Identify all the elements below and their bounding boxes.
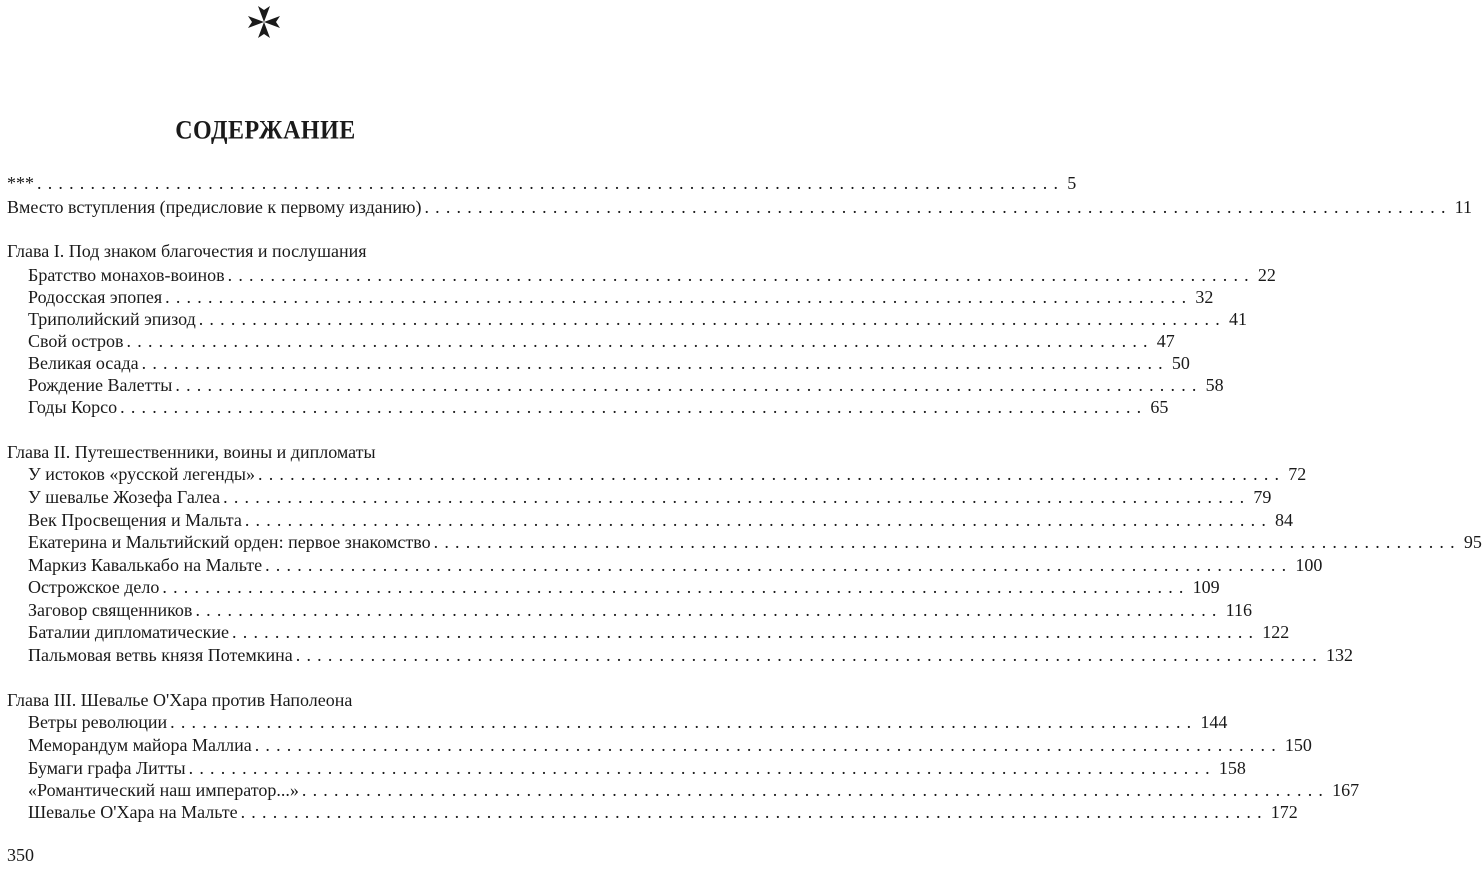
- chapter-heading[interactable]: Глава I. Под знаком благочестия и послушания: [7, 241, 367, 261]
- chapter-heading[interactable]: Глава III. Шевалье О'Хара против Наполеона: [7, 690, 353, 710]
- toc-entry-page: 172: [1270, 802, 1298, 822]
- toc-entry-title: ***: [7, 173, 34, 193]
- leader-dots: ................................................................................................: [223, 487, 1251, 507]
- page-number: 350: [7, 845, 34, 865]
- leader-dots: ................................................................................................: [433, 532, 1461, 552]
- leader-dots: ................................................................................................: [37, 173, 1065, 193]
- toc-entry-title: Екатерина и Мальтийский орден: первое знакомство: [28, 532, 431, 552]
- toc-entry-title: Острожское дело: [28, 577, 160, 597]
- toc-entry[interactable]: [28, 801, 1298, 823]
- leader-dots: ................................................................................................: [301, 780, 1330, 800]
- leader-dots: ................................................................................................: [141, 353, 1169, 373]
- toc-entry-title: «Романтический наш император...»: [28, 780, 299, 800]
- toc-entry-page: 150: [1284, 735, 1312, 755]
- toc-entry-page: 47: [1156, 331, 1175, 351]
- toc-entry-title: Свой остров: [28, 331, 124, 351]
- leader-dots: ................................................................................................: [198, 309, 1226, 329]
- leader-dots: ................................................................................................: [165, 287, 1193, 307]
- toc-entry-title: Век Просвещения и Мальта: [28, 510, 242, 530]
- toc-entry-title: Братство монахов-воинов: [28, 265, 225, 285]
- toc-entry-page: 79: [1253, 487, 1272, 507]
- leader-dots: ................................................................................................: [258, 464, 1286, 484]
- leader-dots: ................................................................................................: [295, 645, 1323, 665]
- toc-entry[interactable]: [28, 396, 1169, 418]
- toc-entry[interactable]: [28, 509, 1294, 531]
- leader-dots: ................................................................................................: [240, 802, 1268, 822]
- toc-entry-title: Триполийский эпизод: [28, 309, 196, 329]
- toc-entry-page: 5: [1067, 173, 1077, 193]
- toc-entry-title: Рождение Валетты: [28, 375, 173, 395]
- toc-entry-title: Баталии дипломатические: [28, 622, 230, 642]
- toc-entry[interactable]: [28, 308, 1247, 330]
- toc-entry-title: Великая осада: [28, 353, 139, 373]
- toc-entry-page: 109: [1192, 577, 1220, 597]
- leader-dots: ................................................................................................: [162, 577, 1190, 597]
- toc-entry[interactable]: [28, 352, 1190, 374]
- leader-dots: ................................................................................................: [227, 265, 1255, 285]
- toc-entry-title: У истоков «русской легенды»: [28, 464, 256, 484]
- toc-entry-page: 72: [1288, 464, 1307, 484]
- toc-entry-page: 158: [1218, 758, 1246, 778]
- toc-entry-title: Ветры революции: [28, 712, 168, 732]
- toc-entry-title: Маркиз Кавалькабо на Мальте: [28, 555, 263, 575]
- toc-entry[interactable]: [28, 576, 1220, 598]
- toc-entry-page: 132: [1325, 645, 1353, 665]
- toc-entry[interactable]: [28, 330, 1175, 352]
- leader-dots: ................................................................................................: [188, 758, 1216, 778]
- toc-entry-title: У шевалье Жозефа Галеа: [28, 487, 221, 507]
- toc-entry[interactable]: [7, 172, 1077, 194]
- toc-entry-title: Меморандум майора Маллиа: [28, 735, 252, 755]
- toc-entry-page: 50: [1171, 353, 1190, 373]
- toc-entry[interactable]: [28, 621, 1290, 643]
- toc-entry-title: Заговор священников: [28, 600, 193, 620]
- toc-entry[interactable]: [28, 463, 1307, 485]
- toc-entry-title: Годы Корсо: [28, 397, 118, 417]
- toc-entry-page: 116: [1225, 600, 1252, 620]
- toc-entry-page: 167: [1332, 780, 1360, 800]
- toc-entry-title: Родосская эпопея: [28, 287, 163, 307]
- toc-entry[interactable]: [28, 599, 1252, 621]
- toc-entry-page: 32: [1195, 287, 1214, 307]
- toc-entry-page: 100: [1295, 555, 1323, 575]
- toc-entry-page: 122: [1262, 622, 1290, 642]
- leader-dots: ................................................................................................: [265, 555, 1293, 575]
- toc-entry[interactable]: [28, 711, 1228, 733]
- leader-dots: ................................................................................................: [120, 397, 1148, 417]
- toc-entry[interactable]: [28, 531, 1482, 553]
- leader-dots: ................................................................................................: [254, 735, 1282, 755]
- toc-entry[interactable]: [28, 554, 1323, 576]
- leader-dots: ................................................................................................: [170, 712, 1198, 732]
- leader-dots: ................................................................................................: [175, 375, 1203, 395]
- leader-dots: ................................................................................................: [424, 197, 1452, 217]
- toc-entry-page: 41: [1228, 309, 1247, 329]
- chapter-heading[interactable]: Глава II. Путешественники, воины и дипломаты: [7, 442, 376, 462]
- leader-dots: ................................................................................................: [195, 600, 1223, 620]
- leader-dots: ................................................................................................: [126, 331, 1154, 351]
- toc-entry[interactable]: [28, 779, 1360, 801]
- toc-entry-title: Шевалье О'Хара на Мальте: [28, 802, 238, 822]
- toc-entry-page: 11: [1454, 197, 1472, 217]
- toc-entry-page: 84: [1275, 510, 1294, 530]
- toc-entry-page: 22: [1257, 265, 1276, 285]
- toc-entry[interactable]: [28, 374, 1224, 396]
- toc-entry[interactable]: [28, 264, 1276, 286]
- toc-entry-page: 144: [1200, 712, 1228, 732]
- toc-entry[interactable]: [28, 757, 1246, 779]
- toc-entry[interactable]: [7, 196, 1472, 218]
- toc-entry-page: 95: [1463, 532, 1482, 552]
- toc-entry-title: Вместо вступления (предисловие к первому изданию): [7, 197, 422, 217]
- toc-entry[interactable]: [28, 286, 1214, 308]
- leader-dots: ................................................................................................: [244, 510, 1273, 530]
- toc-entry[interactable]: [28, 644, 1353, 666]
- page-title: СОДЕРЖАНИЕ: [175, 116, 356, 145]
- toc-entry[interactable]: [28, 486, 1272, 508]
- toc-entry-title: Бумаги графа Литты: [28, 758, 186, 778]
- toc-entry-title: Пальмовая ветвь князя Потемкина: [28, 645, 293, 665]
- toc-entry[interactable]: [28, 734, 1312, 756]
- toc-entry-page: 58: [1205, 375, 1224, 395]
- maltese-cross-icon: [244, 2, 284, 42]
- toc-entry-page: 65: [1150, 397, 1169, 417]
- leader-dots: ................................................................................................: [232, 622, 1260, 642]
